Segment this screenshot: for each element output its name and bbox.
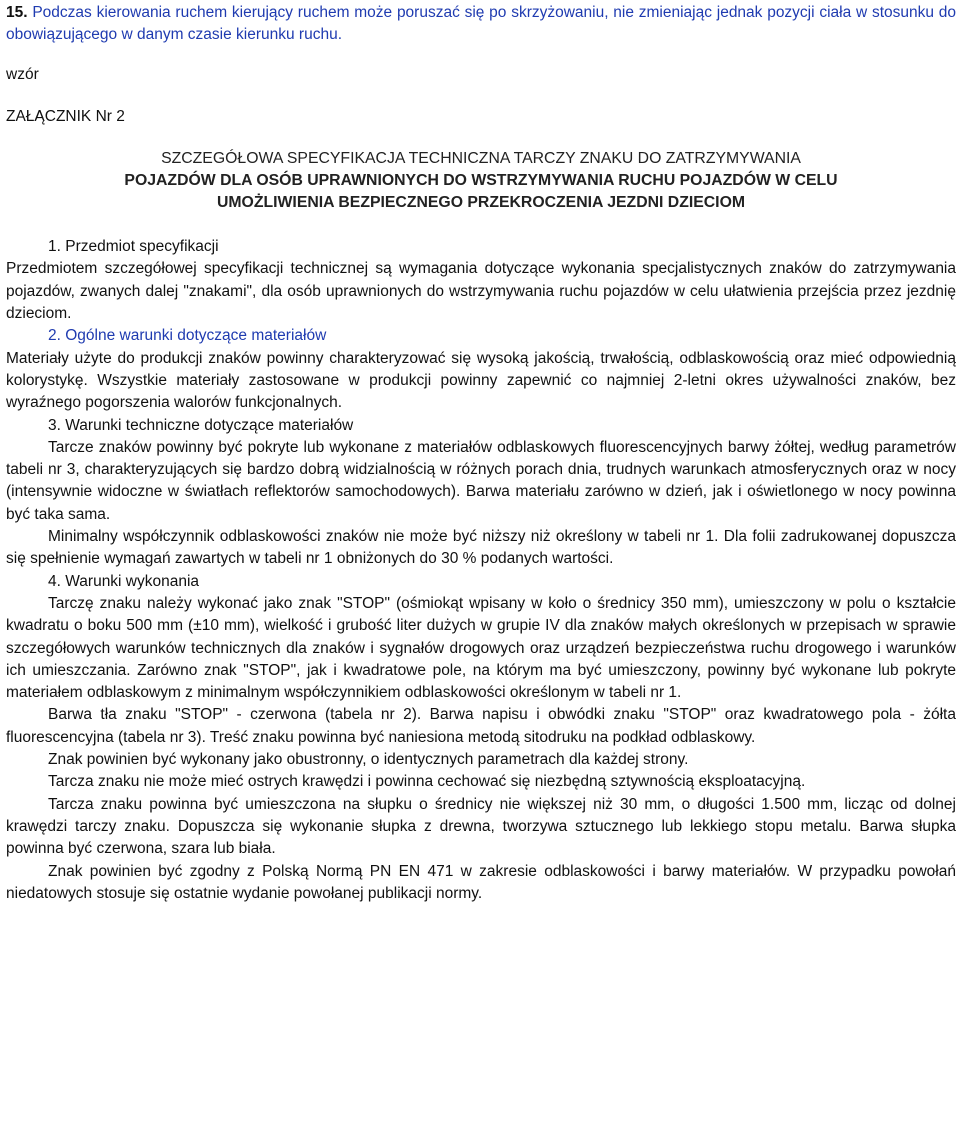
section-2-number: 2. <box>48 327 61 345</box>
section-4-paragraph-4: Tarcza znaku nie może mieć ostrych krawędzi i powinna cechować się niezbędną sztywnością eksploatacyjną. <box>48 773 806 791</box>
section-3-paragraph-1: Tarcze znaków powinny być pokryte lub wykonane z materiałów odblaskowych fluorescencyjnych barwy żółtej, według parametrów tabeli nr 3, charakteryzujących się bardzo dobrą widzialnością w różnych porach dnia, trudnych warunkach atmosferycznych oraz w nocy (intensywnie widoczne w światłach reflektorów samochodowych). Barwa materiału zarówno w dzień, jak i oświetlonego w nocy powinna być taka sama. <box>6 438 956 523</box>
title-line-2: POJAZDÓW DLA OSÓB UPRAWNIONYCH DO WSTRZYMYWANIA RUCHU POJAZDÓW W CELU <box>124 172 838 190</box>
document-title <box>6 148 956 214</box>
sections <box>6 236 956 905</box>
section-2-title: Ogólne warunki dotyczące materiałów <box>65 327 327 345</box>
annex-title: ZAŁĄCZNIK Nr 2 <box>6 107 125 125</box>
section-1-heading: 1. Przedmiot specyfikacji <box>48 238 219 256</box>
title-line-1: SZCZEGÓŁOWA SPECYFIKACJA TECHNICZNA TARCZY ZNAKU DO ZATRZYMYWANIA <box>161 150 801 168</box>
section-4-heading: 4. Warunki wykonania <box>48 572 200 590</box>
template-label: wzór <box>6 65 39 83</box>
section-4-paragraph-5: Tarcza znaku powinna być umieszczona na słupku o średnicy nie większej niż 30 mm, o długości 1.500 mm, licząc od dolnej krawędzi tarczy znaku. Dopuszcza się wykonanie słupka z drewna, tworzywa sztucznego lub lekkiego stopu metalu. Barwa słupka powinna być czerwona, szara lub biała. <box>6 795 956 858</box>
section-4-paragraph-6: Znak powinien być zgodny z Polską Normą PN EN 471 w zakresie odblaskowości i barwy materiałów. W przypadku powołań niedatowych stosuje się ostatnie wydanie powołanej publikacji normy. <box>6 862 956 902</box>
question-number: 15. <box>6 4 28 21</box>
section-4-paragraph-1: Tarczę znaku należy wykonać jako znak "STOP" (ośmiokąt wpisany w koło o średnicy 350 mm), umieszczony w polu o kształcie kwadratu o boku 500 mm (±10 mm), wielkość i grubość liter dużych w grupie IV dla znaków małych określonych w przepisach w sprawie szczegółowych warunków technicznych dla znaków i sygnałów drogowych oraz urządzeń bezpieczeństwa ruchu drogowego i warunków ich umieszczania. Zarówno znak "STOP", jak i kwadratowe pole, na którym ma być umieszczony, powinny być wykonane lub pokryte materiałem odblaskowym z minimalnym współczynnikiem odblaskowości określonym w tabeli nr 1. <box>6 594 956 702</box>
question-text: Podczas kierowania ruchem kierujący ruchem może poruszać się po skrzyżowaniu, nie zmieniając jednak pozycji ciała w stosunku do obowiązującego w danym czasie kierunku ruchu. <box>6 4 957 44</box>
question-block <box>6 2 956 47</box>
section-3-heading: 3. Warunki techniczne dotyczące materiałów <box>48 416 354 434</box>
title-line-3: UMOŻLIWIENIA BEZPIECZNEGO PRZEKROCZENIA JEZDNI DZIECIOM <box>216 194 746 212</box>
section-3-paragraph-2: Minimalny współczynnik odblaskowości znaków nie może być niższy niż określony w tabeli nr 1. Dla folii zadrukowanej dopuszcza się spełnienie wymagań zawartych w tabeli nr 1 obniżonych do 30 % podanych wartości. <box>6 528 956 568</box>
section-4-paragraph-2: Barwa tła znaku "STOP" - czerwona (tabela nr 2). Barwa napisu i obwódki znaku "STOP" oraz kwadratowego pola - żółta fluorescencyjna (tabela nr 3). Treść znaku powinna być naniesiona metodą sitodruku na podkład odblaskowy. <box>6 706 956 746</box>
section-2-paragraph: Materiały użyte do produkcji znaków powinny charakteryzować się wysoką jakością, trwałością, odblaskowością oraz mieć odpowiednią kolorystykę. Wszystkie materiały zastosowane w produkcji powinny zapewnić co najmniej 2-letni okres używalności znaków, bez wyraźnego pogorszenia walorów funkcjonalnych. <box>6 349 956 412</box>
section-1-paragraph: Przedmiotem szczegółowej specyfikacji technicznej są wymagania dotyczące wykonania specjalistycznych znaków do zatrzymywania pojazdów, zwanych dalej "znakami", dla osób uprawnionych do wstrzymywania ruchu pojazdów w celu ułatwienia przejścia przez jezdnię dzieciom. <box>6 260 956 323</box>
document-page <box>6 2 956 905</box>
section-2-heading <box>6 325 956 347</box>
section-4-paragraph-3: Znak powinien być wykonany jako obustronny, o identycznych parametrach dla każdej strony. <box>48 751 689 769</box>
